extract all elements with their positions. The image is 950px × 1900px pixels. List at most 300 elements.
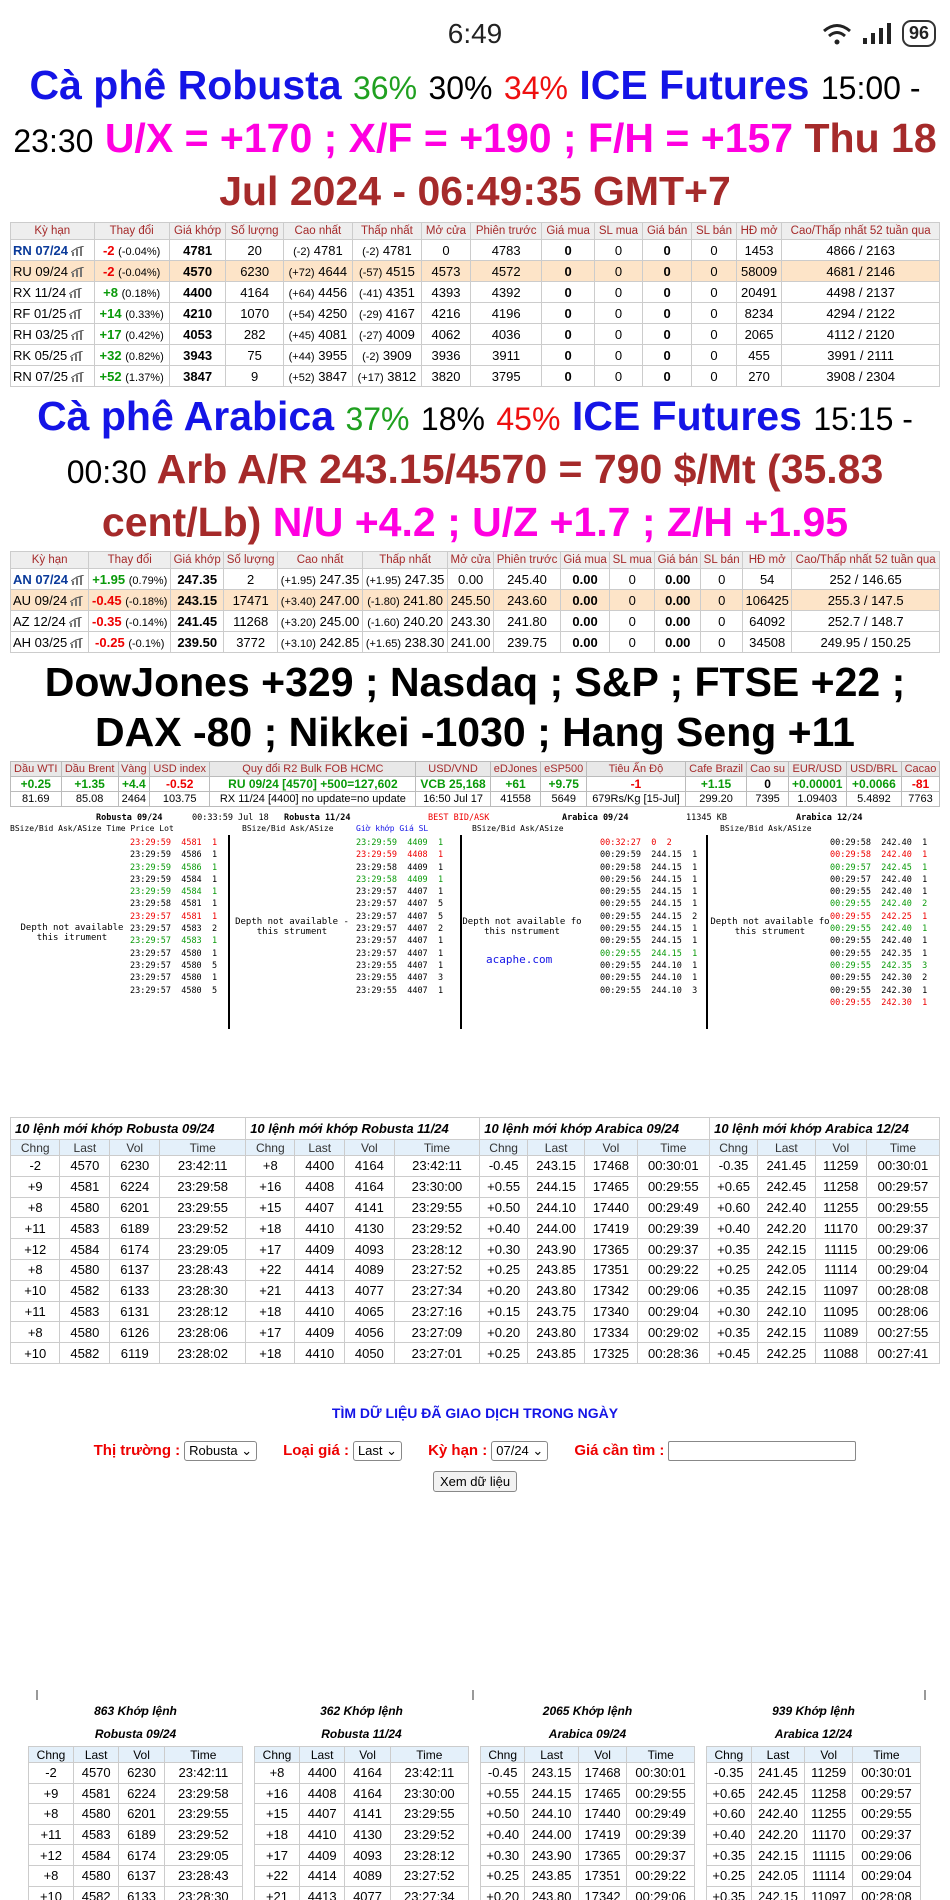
- bid-size: 0: [594, 366, 642, 387]
- depth-price: 244.15: [651, 899, 682, 910]
- ask: 0.00: [655, 590, 701, 611]
- depth-time: 23:29:59: [356, 850, 397, 861]
- high-cell: [283, 303, 352, 324]
- ask-size: 0: [692, 366, 737, 387]
- trade-cell: +0.35: [710, 1322, 758, 1343]
- table-row: [255, 1763, 469, 1784]
- trade-cell: 242.20: [751, 1824, 805, 1845]
- quote-value: +0.0066: [846, 777, 901, 792]
- high-diff: (-2): [293, 245, 311, 258]
- trade-cell: 244.10: [527, 1197, 584, 1218]
- trade-cell: 243.80: [527, 1322, 584, 1343]
- market-row[interactable]: [11, 569, 940, 590]
- trade-cell: 6131: [110, 1301, 160, 1322]
- bid-size: 0: [594, 303, 642, 324]
- low-diff: (+1.65): [365, 637, 402, 650]
- column-header: HĐ mở: [743, 552, 792, 569]
- depth-price: 4583: [181, 924, 202, 935]
- depth-lot: 1: [211, 862, 218, 873]
- market-row[interactable]: [11, 240, 940, 261]
- depth-price: 4586: [181, 850, 202, 861]
- market-row[interactable]: [11, 303, 940, 324]
- trade-cell: 4408: [295, 1176, 345, 1197]
- matched-name: Arabica 12/24: [774, 1727, 853, 1741]
- trade-cell: 17365: [578, 1845, 627, 1866]
- change-value: -0.35: [91, 613, 122, 629]
- depth-row: [600, 960, 700, 972]
- trade-cell: +21: [255, 1886, 300, 1900]
- high: 4081: [318, 326, 348, 342]
- trade-cell: +0.25: [707, 1865, 752, 1886]
- trade-cell: 23:28:12: [394, 1239, 480, 1260]
- depth-row: [600, 985, 700, 997]
- ticker: RN 07/24: [13, 242, 68, 258]
- price-cell: 0: [421, 240, 470, 261]
- trades-col-header: Last: [527, 1140, 584, 1156]
- bid-size: 0: [594, 345, 642, 366]
- trade-cell: 00:29:55: [866, 1197, 939, 1218]
- ask: 0: [643, 345, 692, 366]
- trade-cell: 23:27:01: [394, 1343, 480, 1364]
- trade-cell: 00:29:37: [866, 1218, 939, 1239]
- quote-value: +61: [490, 777, 541, 792]
- trade-cell: 4413: [300, 1886, 345, 1900]
- depth-lot: 1: [922, 948, 928, 959]
- 52w-range: 255.3 / 147.5: [792, 590, 940, 611]
- matched-count: 2065 Khớp lệnh: [542, 1704, 633, 1718]
- high-diff: (+64): [288, 287, 315, 300]
- depth-time: 23:29:55: [356, 985, 397, 996]
- arabica-pct-3: 45%: [496, 401, 561, 437]
- trade-cell: 4409: [295, 1322, 345, 1343]
- depth-title-rob11: Robusta 11/24: [284, 813, 351, 823]
- trade-cell: 23:42:11: [394, 1156, 480, 1177]
- table-row: [29, 1845, 243, 1866]
- matched-name: Robusta 09/24: [94, 1727, 177, 1741]
- trade-cell: +8: [246, 1156, 295, 1177]
- change-pct: (0.33%): [125, 308, 164, 321]
- change-pct: (0.18%): [121, 287, 161, 300]
- depth-lot: 1: [692, 862, 698, 873]
- trades-col-header: Vol: [110, 1140, 160, 1156]
- bid: 0.00: [560, 569, 609, 590]
- quote-sub: 679Rs/Kg [15-Jul]: [587, 792, 685, 807]
- market-row[interactable]: [11, 611, 940, 632]
- volume: 17471: [224, 590, 278, 611]
- high: 4781: [313, 242, 343, 258]
- trade-cell: 4414: [300, 1865, 345, 1886]
- depth-row: [600, 849, 700, 861]
- trade-cell: +12: [29, 1845, 74, 1866]
- quote-sub: 2464: [118, 792, 149, 807]
- quote-value: -81: [902, 777, 940, 792]
- trade-cell: 23:28:06: [160, 1322, 246, 1343]
- trade-cell: 23:29:55: [390, 1804, 468, 1825]
- depth-row: [600, 837, 700, 849]
- depth-price: 242.30: [881, 985, 912, 996]
- depth-lot: 1: [922, 887, 928, 898]
- depth-time: 00:29:58: [830, 838, 871, 848]
- chart-icon[interactable]: [71, 246, 85, 256]
- depth-row: [356, 886, 456, 898]
- depth-time: 00:29:55: [830, 948, 871, 959]
- trade-cell: 243.80: [525, 1886, 578, 1900]
- change-pct: (1.37%): [125, 371, 164, 384]
- quote-sub: 41558: [490, 792, 541, 807]
- high-diff: (+52): [288, 371, 315, 384]
- quote-sub: 81.69: [11, 792, 62, 807]
- col-header: Vol: [578, 1747, 627, 1763]
- depth-price: 4409: [407, 862, 428, 873]
- clock: 6:49: [447, 18, 503, 49]
- trades-caption: 10 lệnh mới khớp Robusta 09/24: [11, 1118, 246, 1140]
- high-diff: (+44): [288, 350, 315, 363]
- matched-table: [480, 1746, 695, 1900]
- depth-lot: 5: [211, 960, 218, 971]
- trade-cell: 242.10: [758, 1301, 816, 1322]
- volume: 6230: [226, 261, 283, 282]
- trade-cell: 23:42:11: [164, 1763, 242, 1784]
- trade-cell: 241.45: [758, 1156, 816, 1177]
- trade-cell: 4584: [74, 1845, 119, 1866]
- matched-count: 939 Khớp lệnh: [772, 1704, 855, 1718]
- trade-cell: 4407: [295, 1197, 345, 1218]
- market-row[interactable]: [11, 282, 940, 303]
- market-row[interactable]: [11, 345, 940, 366]
- depth-sub-2: BSize/Bid Ask/ASize: [242, 824, 334, 833]
- trade-cell: 6230: [119, 1763, 164, 1784]
- ask: 0: [643, 261, 692, 282]
- trade-cell: +0.40: [710, 1218, 758, 1239]
- quote-sub: 5.4892: [846, 792, 901, 807]
- depth-price: 242.30: [881, 973, 912, 984]
- find-price-input[interactable]: [668, 1441, 856, 1461]
- market-row[interactable]: [11, 366, 940, 387]
- ticker-cell: [11, 366, 95, 387]
- market-row[interactable]: [11, 590, 940, 611]
- depth-price: 242.40: [881, 936, 912, 947]
- ticker-cell: [11, 240, 95, 261]
- price-cell: 4196: [471, 303, 542, 324]
- column-header: Số lượng: [226, 223, 283, 240]
- robusta-spreads: U/X = +170 ; X/F = +190 ; F/H = +157: [104, 115, 794, 161]
- trade-cell: 244.15: [527, 1176, 584, 1197]
- depth-lot: 1: [922, 862, 928, 873]
- term-select[interactable]: [491, 1441, 548, 1461]
- trade-cell: 4580: [60, 1259, 110, 1280]
- last-price: 243.15: [171, 590, 224, 611]
- trade-cell: 00:29:49: [627, 1804, 695, 1825]
- quote-sub: 7395: [747, 792, 788, 807]
- market-row[interactable]: [11, 261, 940, 282]
- depth-time: 23:29:57: [356, 936, 397, 947]
- chart-icon[interactable]: [71, 372, 85, 382]
- arabica-pct-1: 37%: [345, 401, 410, 437]
- trade-cell: 6119: [110, 1343, 160, 1364]
- trade-cell: 17351: [585, 1259, 637, 1280]
- quote-value: +0.25: [11, 777, 62, 792]
- depth-lot: 1: [437, 887, 444, 898]
- low: 4351: [385, 284, 415, 300]
- bid: 0: [542, 324, 595, 345]
- table-row: [481, 1886, 695, 1900]
- trade-cell: 242.20: [758, 1218, 816, 1239]
- depth-time: 23:29:55: [356, 960, 397, 971]
- market-row[interactable]: [11, 324, 940, 345]
- depth-price: 4407: [407, 936, 428, 947]
- chart-icon[interactable]: [70, 351, 84, 361]
- acaphe-logo[interactable]: acaphe.com: [486, 953, 553, 966]
- trade-cell: +0.40: [707, 1824, 752, 1845]
- depth-time: 23:29:59: [130, 838, 171, 848]
- low-cell: [352, 345, 421, 366]
- trade-cell: +8: [11, 1197, 60, 1218]
- view-data-button[interactable]: Xem dữ liệu: [433, 1471, 517, 1492]
- depth-time: 00:29:59: [600, 850, 641, 861]
- trade-cell: 23:29:05: [164, 1845, 242, 1866]
- trade-cell: 6189: [110, 1218, 160, 1239]
- depth-time: 23:29:55: [356, 973, 397, 984]
- column-header: SL bán: [701, 552, 743, 569]
- trade-cell: +0.65: [707, 1783, 752, 1804]
- trade-cell: 243.75: [527, 1301, 584, 1322]
- trade-cell: 00:29:37: [627, 1845, 695, 1866]
- depth-lot: 2: [922, 899, 928, 910]
- trade-cell: 00:27:41: [866, 1343, 939, 1364]
- table-row: [707, 1783, 921, 1804]
- trade-cell: +0.35: [710, 1280, 758, 1301]
- trade-cell: 23:27:52: [394, 1259, 480, 1280]
- trade-cell: 23:29:52: [164, 1824, 242, 1845]
- trade-cell: 244.10: [525, 1804, 578, 1825]
- col-header: Last: [74, 1747, 119, 1763]
- trade-cell: 23:27:34: [394, 1280, 480, 1301]
- depth-lot: 1: [692, 899, 698, 910]
- trade-cell: 6189: [119, 1824, 164, 1845]
- table-row: [11, 1197, 940, 1218]
- chart-icon[interactable]: [69, 309, 83, 319]
- low-diff: (-57): [359, 266, 383, 279]
- last-price: 247.35: [171, 569, 224, 590]
- term-value: 07/24: [496, 1443, 529, 1458]
- depth-row: [830, 837, 930, 849]
- trade-cell: +8: [11, 1259, 60, 1280]
- col-header: Last: [525, 1747, 578, 1763]
- bid-size: 0: [610, 632, 655, 653]
- 52w-range: 249.95 / 150.25: [792, 632, 940, 653]
- depth-lot: 1: [922, 936, 928, 947]
- change-cell: [94, 324, 169, 345]
- depth-time: 00:29:55: [600, 899, 641, 910]
- trade-cell: 4582: [60, 1280, 110, 1301]
- trade-cell: 242.15: [758, 1239, 816, 1260]
- trade-cell: +17: [246, 1239, 295, 1260]
- trade-cell: 00:29:04: [853, 1865, 921, 1886]
- trade-cell: 4130: [345, 1824, 390, 1845]
- quote-header: USD/BRL: [846, 762, 901, 777]
- chart-icon[interactable]: [71, 267, 85, 277]
- quote-header: Dầu Brent: [61, 762, 118, 777]
- open-interest: 2065: [736, 324, 782, 345]
- depth-sub-1: BSize/Bid Ask/ASize Time Price Lot: [10, 824, 174, 833]
- trade-cell: +0.35: [707, 1845, 752, 1866]
- market-row[interactable]: [11, 632, 940, 653]
- bid-size: 0: [610, 590, 655, 611]
- depth-lot: 3: [692, 985, 698, 996]
- depth-row: [130, 898, 230, 910]
- trade-cell: 11259: [815, 1156, 866, 1177]
- trade-cell: +0.15: [480, 1301, 528, 1322]
- high-diff: (+1.95): [280, 574, 316, 587]
- trade-cell: 11114: [815, 1259, 866, 1280]
- chart-icon[interactable]: [69, 288, 83, 298]
- depth-lot: 1: [692, 960, 698, 971]
- depth-row: [130, 862, 230, 874]
- chart-icon[interactable]: [71, 330, 85, 340]
- low-diff: (-1.60): [367, 616, 400, 629]
- trade-cell: 4089: [345, 1259, 395, 1280]
- price-cell: 4036: [471, 324, 542, 345]
- depth-row: [130, 886, 230, 898]
- column-header: Giá khớp: [169, 223, 226, 240]
- quote-value: +1.35: [61, 777, 118, 792]
- chart-icon[interactable]: [70, 596, 84, 606]
- chart-icon[interactable]: [69, 617, 83, 627]
- table-row: [29, 1783, 243, 1804]
- trade-cell: 6201: [119, 1804, 164, 1825]
- depth-row: [830, 898, 930, 910]
- trade-cell: +11: [11, 1218, 60, 1239]
- depth-na-4: Depth not available fo this strument: [710, 917, 830, 937]
- trade-cell: 23:29:58: [160, 1176, 246, 1197]
- depth-list-rob11: [356, 837, 456, 997]
- trades-col-header: Last: [295, 1140, 345, 1156]
- col-header: Last: [300, 1747, 345, 1763]
- trade-cell: +11: [11, 1301, 60, 1322]
- depth-time: 00:29:55: [830, 960, 871, 971]
- quote-sub: 5649: [541, 792, 587, 807]
- low: 4009: [385, 326, 415, 342]
- chevron-down-icon: ⌄: [386, 1443, 398, 1458]
- trade-cell: 4050: [345, 1343, 395, 1364]
- ask: 0.00: [655, 569, 701, 590]
- bid-size: 0: [594, 282, 642, 303]
- depth-title-rob09: Robusta 09/24: [96, 813, 163, 823]
- table-row: [707, 1886, 921, 1900]
- trade-cell: 243.15: [527, 1156, 584, 1177]
- depth-row: [830, 849, 930, 861]
- robusta-pct-1: 36%: [353, 70, 418, 106]
- depth-lot: 1: [211, 911, 218, 922]
- high-cell: [278, 632, 363, 653]
- high: 4644: [318, 263, 348, 279]
- trade-cell: +16: [255, 1783, 300, 1804]
- depth-row: [130, 948, 230, 960]
- trade-cell: 241.45: [751, 1763, 805, 1784]
- trades-col-header: Time: [394, 1140, 480, 1156]
- trade-cell: 11095: [815, 1301, 866, 1322]
- ask: 0.00: [655, 611, 701, 632]
- depth-size: 11345 KB: [686, 813, 727, 823]
- low-diff: (-29): [359, 308, 383, 321]
- trade-cell: +9: [11, 1176, 60, 1197]
- ask: 0: [643, 282, 692, 303]
- robusta-market-table: [10, 222, 940, 387]
- depth-time: 00:29:55: [600, 887, 641, 898]
- depth-lot: 1: [922, 838, 928, 848]
- trade-cell: 00:29:39: [627, 1824, 695, 1845]
- volume: 282: [226, 324, 283, 345]
- trade-cell: 17465: [585, 1176, 637, 1197]
- market-select-value: Robusta: [189, 1443, 238, 1458]
- depth-price: 242.40: [881, 874, 912, 885]
- depth-lot: 5: [211, 985, 218, 996]
- trade-cell: +0.30: [710, 1301, 758, 1322]
- column-header: Kỳ hạn: [11, 223, 95, 240]
- trade-cell: 17325: [585, 1343, 637, 1364]
- chart-icon[interactable]: [70, 638, 84, 648]
- trade-cell: 23:29:52: [390, 1824, 468, 1845]
- ticker-cell: [11, 282, 95, 303]
- bid: 0: [542, 261, 595, 282]
- price-cell: 243.30: [448, 611, 494, 632]
- table-row: [11, 1322, 940, 1343]
- trade-cell: 23:29:52: [160, 1218, 246, 1239]
- depth-row: [600, 972, 700, 984]
- price-cell: 245.40: [494, 569, 561, 590]
- open-interest: 455: [736, 345, 782, 366]
- depth-row: [130, 849, 230, 861]
- price-type-select[interactable]: [353, 1441, 402, 1461]
- column-header: Số lượng: [224, 552, 278, 569]
- depth-lot: 1: [692, 973, 698, 984]
- change-value: -0.45: [91, 592, 122, 608]
- depth-price: 244.15: [651, 862, 682, 873]
- trade-cell: 4408: [300, 1783, 345, 1804]
- table-row: [29, 1804, 243, 1825]
- quote-sub: 1.09403: [788, 792, 846, 807]
- trade-cell: 242.25: [758, 1343, 816, 1364]
- column-header: Kỳ hạn: [11, 552, 89, 569]
- depth-row: [830, 911, 930, 923]
- column-header: HĐ mở: [736, 223, 782, 240]
- trade-cell: 00:29:06: [637, 1280, 710, 1301]
- chart-icon[interactable]: [71, 575, 85, 585]
- ticker-cell: [11, 569, 89, 590]
- depth-price: 242.40: [881, 924, 912, 935]
- trade-cell: 4164: [345, 1763, 390, 1784]
- trade-cell: 00:29:55: [853, 1804, 921, 1825]
- quotes-table: [10, 761, 940, 807]
- trade-cell: 4410: [295, 1343, 345, 1364]
- quote-header: Dầu WTI: [11, 762, 62, 777]
- bid: 0.00: [560, 632, 609, 653]
- depth-row: [130, 935, 230, 947]
- depth-row: [130, 972, 230, 984]
- market-select[interactable]: [184, 1441, 257, 1461]
- bid-size: 0: [610, 611, 655, 632]
- 52w-range: 3908 / 2304: [782, 366, 940, 387]
- trade-cell: +12: [11, 1239, 60, 1260]
- 52w-range: 4294 / 2122: [782, 303, 940, 324]
- column-header: Phiên trước: [471, 223, 542, 240]
- column-header: Thay đổi: [89, 552, 171, 569]
- depth-price: 4584: [181, 887, 202, 898]
- 52w-range: 4866 / 2163: [782, 240, 940, 261]
- 52w-range: 3991 / 2111: [782, 345, 940, 366]
- last-price: 4570: [169, 261, 226, 282]
- trade-cell: 23:29:55: [160, 1197, 246, 1218]
